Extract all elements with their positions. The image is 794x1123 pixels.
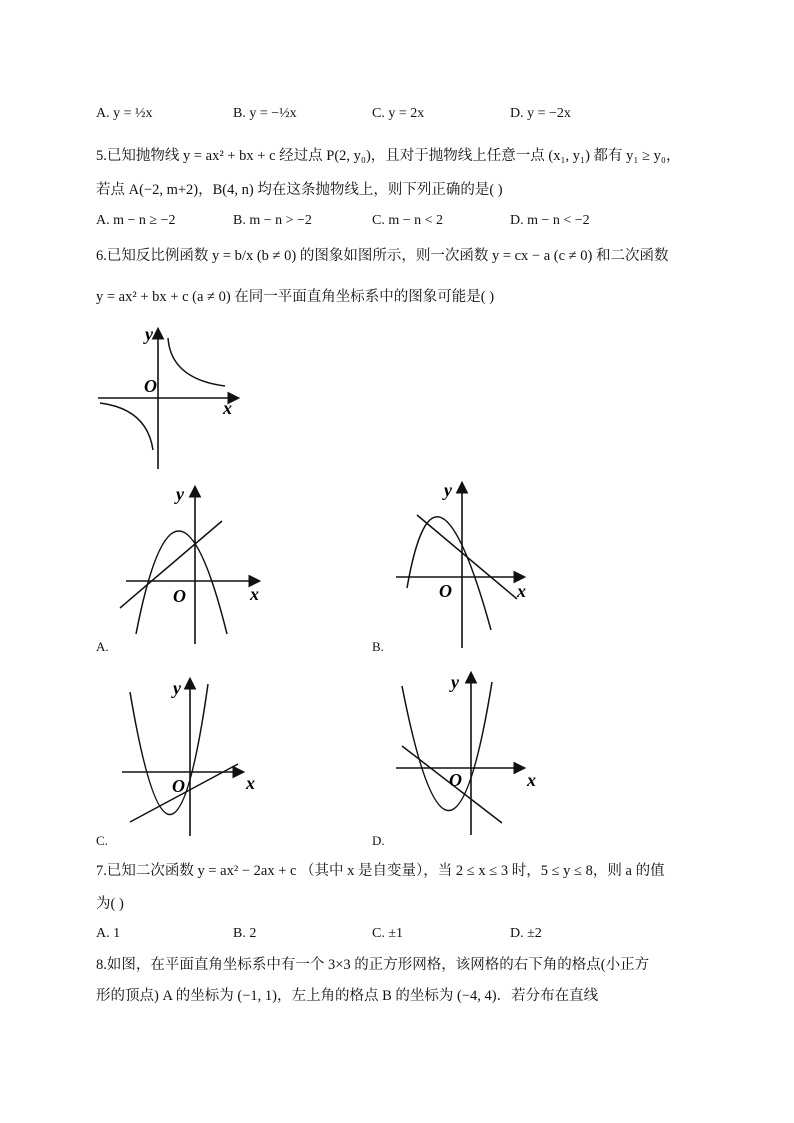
q4-option-d: D. y = −2x <box>510 106 571 121</box>
q6-choice-a-label: A. <box>96 639 109 654</box>
q6-reference-figure <box>95 324 255 469</box>
q6-choice-d-figure <box>393 670 553 835</box>
y-axis-label: y <box>444 480 452 500</box>
origin-label: O <box>144 376 157 396</box>
q7-option-d: D. ±2 <box>510 926 542 941</box>
origin-label: O <box>439 581 452 601</box>
q6-choice-c-label: C. <box>96 833 108 848</box>
q6-choice-b-label: B. <box>372 639 384 654</box>
parabola <box>402 682 492 811</box>
q6-choice-b-figure <box>393 478 553 648</box>
x-axis-label: x <box>250 584 259 604</box>
y-axis-label: y <box>173 678 181 698</box>
y-axis-label: y <box>145 324 153 344</box>
q7-option-b: B. 2 <box>233 926 257 941</box>
q4-option-a: A. y = ½x <box>96 106 153 121</box>
q5-option-b: B. m − n > −2 <box>233 213 312 228</box>
hyperbola-branch-1 <box>168 338 225 386</box>
x-axis-label: x <box>223 398 232 418</box>
q7-stem-line1: 7.已知二次函数 y = ax² − 2ax + c （其中 x 是自变量），当 2 ≤ x ≤ 3 时，5 ≤ y ≤ 8，则 a 的值 <box>96 863 665 879</box>
x-axis-label: x <box>527 770 536 790</box>
q6-choice-a-figure <box>118 484 278 644</box>
q8-stem-line2: 形的顶点) A 的坐标为 (−1, 1)，左上角的格点 B 的坐标为 (−4, 4)．若分布在直线 <box>96 988 599 1004</box>
q5-option-a: A. m − n ≥ −2 <box>96 213 176 228</box>
origin-label: O <box>173 586 186 606</box>
line <box>417 515 517 599</box>
q7-stem-line2: 为( ) <box>96 896 124 912</box>
y-axis-label: y <box>176 484 184 504</box>
q5-option-c: C. m − n < 2 <box>372 213 444 228</box>
q6-choice-d-label: D. <box>372 833 385 848</box>
parabola <box>407 517 491 630</box>
parabola <box>130 684 208 815</box>
q5-stem-line1: 5.已知抛物线 y = ax² + bx + c 经过点 P(2, y₀)，且对于抛物线上任意一点 (x₁, y₁) 都有 y₁ ≥ y₀， <box>96 148 681 164</box>
hyperbola-branch-2 <box>100 403 153 450</box>
q8-stem-line1: 8.如图，在平面直角坐标系中有一个 3×3 的正方形网格，该网格的右下角的格点(小正方 <box>96 957 650 973</box>
q6-choice-c-figure <box>120 676 280 836</box>
q7-option-c: C. ±1 <box>372 926 404 941</box>
q5-stem-line2: 若点 A(−2, m+2)，B(4, n) 均在这条抛物线上，则下列正确的是( ) <box>96 182 503 198</box>
q6-stem-line1: 6.已知反比例函数 y = b/x (b ≠ 0) 的图象如图所示，则一次函数 y = cx − a (c ≠ 0) 和二次函数 <box>96 248 669 264</box>
x-axis-label: x <box>246 773 255 793</box>
q7-option-a: A. 1 <box>96 926 121 941</box>
q5-option-d: D. m − n < −2 <box>510 213 590 228</box>
q6-stem-line2: y = ax² + bx + c (a ≠ 0) 在同一平面直角坐标系中的图象可能是( ) <box>96 289 495 305</box>
x-axis-label: x <box>517 581 526 601</box>
q4-option-c: C. y = 2x <box>372 106 425 121</box>
q4-option-b: B. y = −½x <box>233 106 297 121</box>
origin-label: O <box>172 776 185 796</box>
origin-label: O <box>449 770 462 790</box>
y-axis-label: y <box>451 672 459 692</box>
